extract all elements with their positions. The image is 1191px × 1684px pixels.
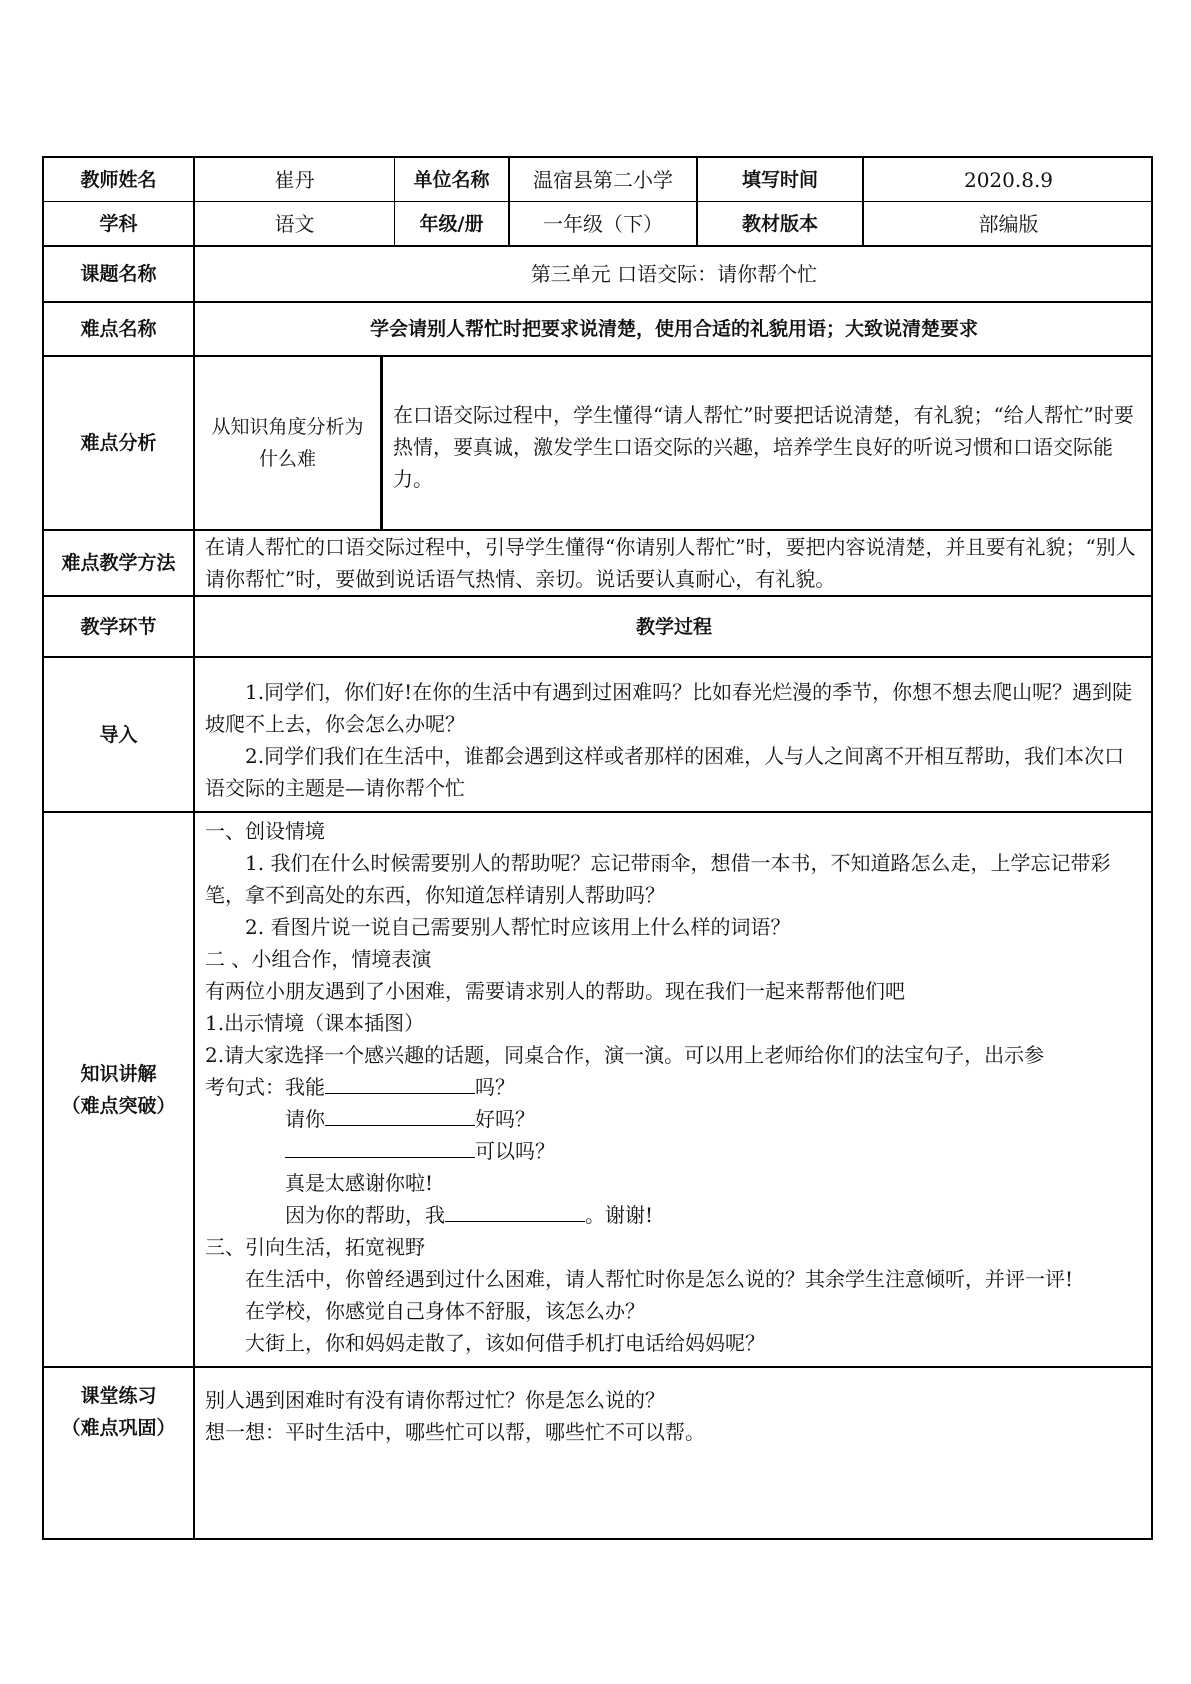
blank-line <box>325 1103 475 1126</box>
lesson-plan-table <box>42 156 1153 1540</box>
edition-label: 教材版本 <box>698 202 864 247</box>
knowledge-label <box>44 813 195 1368</box>
section-2-paragraph-1: 有两位小朋友遇到了小困难，需要请求别人的帮助。现在我们一起来帮帮他们吧 <box>205 979 905 1003</box>
knowledge-label-line2: （难点突破） <box>61 1094 176 1117</box>
section-3-paragraph-2: 在学校，你感觉自己身体不舒服，该怎么办？ <box>245 1299 645 1323</box>
difficulty-label: 难点名称 <box>44 303 195 357</box>
method-paragraph: 在请人帮忙的口语交际过程中，引导学生懂得“你请别人帮忙”时，要把内容说清楚，并且要有礼貌；“别人请你帮忙”时，要做到说话语气热情、亲切。说话要认真耐心，有礼貌。 <box>205 535 1136 591</box>
sentence-pattern-1 <box>205 1071 1143 1103</box>
subject-value: 语文 <box>195 202 395 247</box>
grade-label: 年级/册 <box>395 202 510 247</box>
edition-value: 部编版 <box>864 202 1153 247</box>
analysis-paragraph: 在口语交际过程中，学生懂得“请人帮忙”时要把话说清楚，有礼貌；“给人帮忙”时要热情，要真诚，激发学生口语交际的兴趣，培养学生良好的听说习惯和口语交际能力。 <box>393 403 1134 491</box>
section-2-paragraph-2: 1.出示情境（课本插图） <box>205 1011 425 1035</box>
intro-text <box>195 658 1153 813</box>
section-3-paragraph-1: 在生活中，你曾经遇到过什么困难，请人帮忙时你是怎么说的？其余学生注意倾听，并评一评! <box>245 1267 1074 1291</box>
pattern-1-suffix: 吗？ <box>475 1075 515 1099</box>
practice-paragraph-1: 别人遇到困难时有没有请你帮过忙？你是怎么说的？ <box>205 1388 665 1412</box>
blank-line <box>445 1199 585 1222</box>
section-3-paragraph-3: 大街上，你和妈妈走散了，该如何借手机打电话给妈妈呢？ <box>245 1331 765 1355</box>
blank-line <box>285 1135 475 1158</box>
teacher-name-label: 教师姓名 <box>44 158 195 202</box>
sentence-pattern-5 <box>205 1199 1143 1231</box>
practice-label <box>44 1368 195 1538</box>
pattern-2-prefix: 请你 <box>285 1107 325 1131</box>
section-2-paragraph-3: 2.请大家选择一个感兴趣的话题，同桌合作，演一演。可以用上老师给你们的法宝句子，出示参 <box>205 1043 1045 1067</box>
section-2-title: 二 、小组合作，情境表演 <box>205 947 432 971</box>
teacher-name-value: 崔丹 <box>195 158 395 202</box>
grade-value: 一年级（下） <box>510 202 698 247</box>
pattern-1-prefix: 考句式：我能 <box>205 1075 325 1099</box>
fill-date-value: 2020.8.9 <box>864 158 1153 202</box>
method-text <box>195 531 1153 597</box>
analysis-text <box>383 357 1153 531</box>
knowledge-label-line1: 知识讲解 <box>80 1062 157 1085</box>
difficulty-value: 学会请别人帮忙时把要求说清楚，使用合适的礼貌用语；大致说清楚要求 <box>195 303 1153 357</box>
process-step-label: 教学环节 <box>44 597 195 658</box>
section-1-paragraph-2: 2. 看图片说一说自己需要别人帮忙时应该用上什么样的词语？ <box>245 915 791 939</box>
fill-date-label: 填写时间 <box>698 158 864 202</box>
pattern-2-suffix: 好吗？ <box>475 1107 535 1131</box>
pattern-3-suffix: 可以吗？ <box>475 1139 555 1163</box>
practice-paragraph-2: 想一想：平时生活中，哪些忙可以帮，哪些忙不可以帮。 <box>205 1420 705 1444</box>
sentence-pattern-4: 真是太感谢你啦! <box>285 1171 434 1195</box>
process-label: 教学过程 <box>195 597 1153 658</box>
sentence-pattern-2 <box>205 1103 1143 1135</box>
blank-line <box>325 1071 475 1094</box>
unit-name-value: 温宿县第二小学 <box>510 158 698 202</box>
section-1-paragraph-1: 1. 我们在什么时候需要别人的帮助呢？忘记带雨伞，想借一本书，不知道路怎么走，上学忘记带彩笔，拿不到高处的东西，你知道怎样请别人帮助吗？ <box>205 851 1111 907</box>
knowledge-text <box>195 813 1153 1368</box>
analysis-label: 难点分析 <box>44 357 195 531</box>
pattern-5-suffix: 。谢谢! <box>585 1203 654 1227</box>
topic-value: 第三单元 口语交际：请你帮个忙 <box>195 247 1153 303</box>
unit-name-label: 单位名称 <box>395 158 510 202</box>
pattern-5-prefix: 因为你的帮助，我 <box>285 1203 445 1227</box>
practice-label-line1: 课堂练习 <box>80 1385 157 1407</box>
intro-paragraph-2: 2.同学们我们在生活中，谁都会遇到这样或者那样的困难，人与人之间离不开相互帮助，我们本次口语交际的主题是—请你帮个忙 <box>205 744 1125 800</box>
section-3-title: 三、引向生活，拓宽视野 <box>205 1235 425 1259</box>
practice-label-line2: （难点巩固） <box>61 1417 176 1439</box>
intro-label: 导入 <box>44 658 195 813</box>
sentence-pattern-3 <box>205 1135 1143 1167</box>
topic-label: 课题名称 <box>44 247 195 303</box>
section-1-title: 一、创设情境 <box>205 819 325 843</box>
method-label: 难点教学方法 <box>44 531 195 597</box>
subject-label: 学科 <box>44 202 195 247</box>
intro-paragraph-1: 1.同学们，你们好!在你的生活中有遇到过困难吗？比如春光烂漫的季节，你想不想去爬山呢？遇到陡坡爬不上去，你会怎么办呢？ <box>205 680 1133 736</box>
practice-text <box>195 1368 1153 1538</box>
analysis-sub-label: 从知识角度分析为什么难 <box>195 357 383 531</box>
